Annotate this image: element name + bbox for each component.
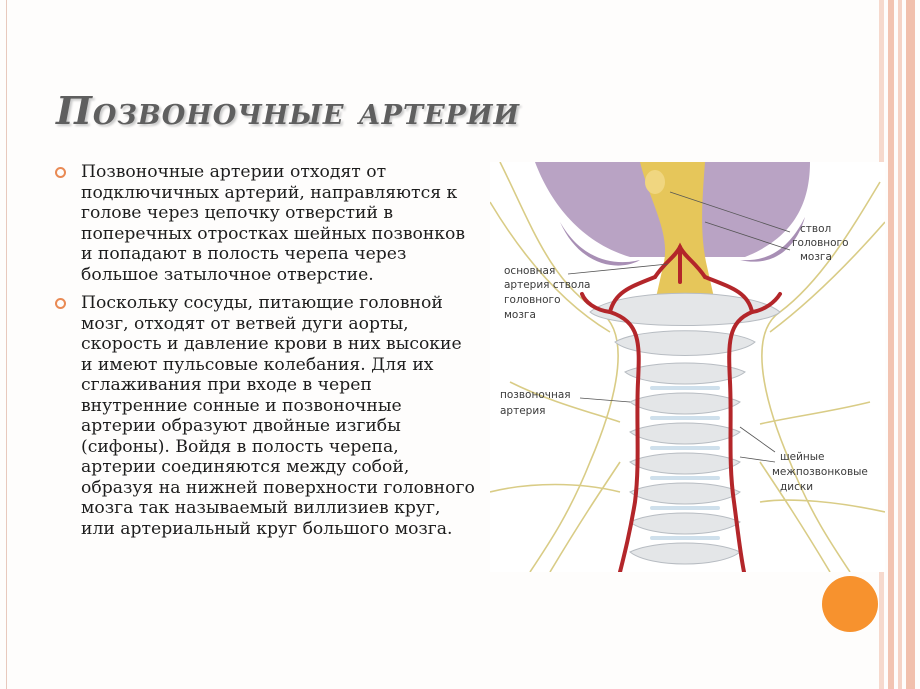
bullet-text: Позвоночные артерии отходят от подключичных артерий, направляются к голове через цепочку отверстий в поперечных отростках шейных позвонков и попадают в полость черепа через большое затылочное отверстие. (81, 162, 466, 285)
label-brainstem-3: мозга (800, 251, 832, 263)
slide-title: Позвоночные артерии (56, 88, 520, 133)
label-basilar-1: основная (504, 265, 556, 277)
bullet-item (55, 293, 475, 539)
frame-line-left (6, 0, 7, 689)
label-brainstem-2: головного (792, 237, 849, 249)
cervical-vertebrae (590, 293, 780, 564)
label-brainstem-1: ствол (800, 223, 832, 235)
bullet-circle-icon (55, 167, 66, 178)
label-vertebral-1: позвоночная (500, 389, 571, 401)
bullet-circle-icon (55, 298, 66, 309)
frame-stripe-right (898, 0, 902, 689)
bullet-item (55, 162, 475, 285)
label-basilar-3: головного (504, 294, 561, 306)
decorative-orange-circle-icon (822, 576, 878, 632)
bullet-text: Поскольку сосуды, питающие головной мозг, отходят от ветвей дуги аорты, скорость и давление крови в них высокие и имеют пульсовые колебания. Для их сглаживания при входе в череп внутренние сонные и позвоночные артерии образуют двойные изгибы (сифоны). Войдя в полость черепа, артерии соединяются между собой, образуя на нижней поверхности головного мозга так называемый виллизиев круг, или артериальный круг большого мозга. (81, 293, 475, 539)
label-basilar-2: артерия ствола (504, 279, 591, 291)
cervical-spine-arteries-image (490, 162, 885, 572)
frame-stripe-right (888, 0, 894, 689)
label-discs-3: диски (780, 481, 814, 493)
frame-stripe-right (906, 0, 915, 689)
label-vertebral-2: артерия (500, 405, 546, 417)
label-basilar-4: мозга (504, 309, 536, 321)
brainstem-highlight (645, 170, 665, 194)
label-discs-1: шейные (780, 451, 825, 463)
label-discs-2: межпозвонковые (772, 466, 868, 478)
bullet-list (55, 162, 475, 547)
anatomy-illustration (490, 162, 885, 572)
